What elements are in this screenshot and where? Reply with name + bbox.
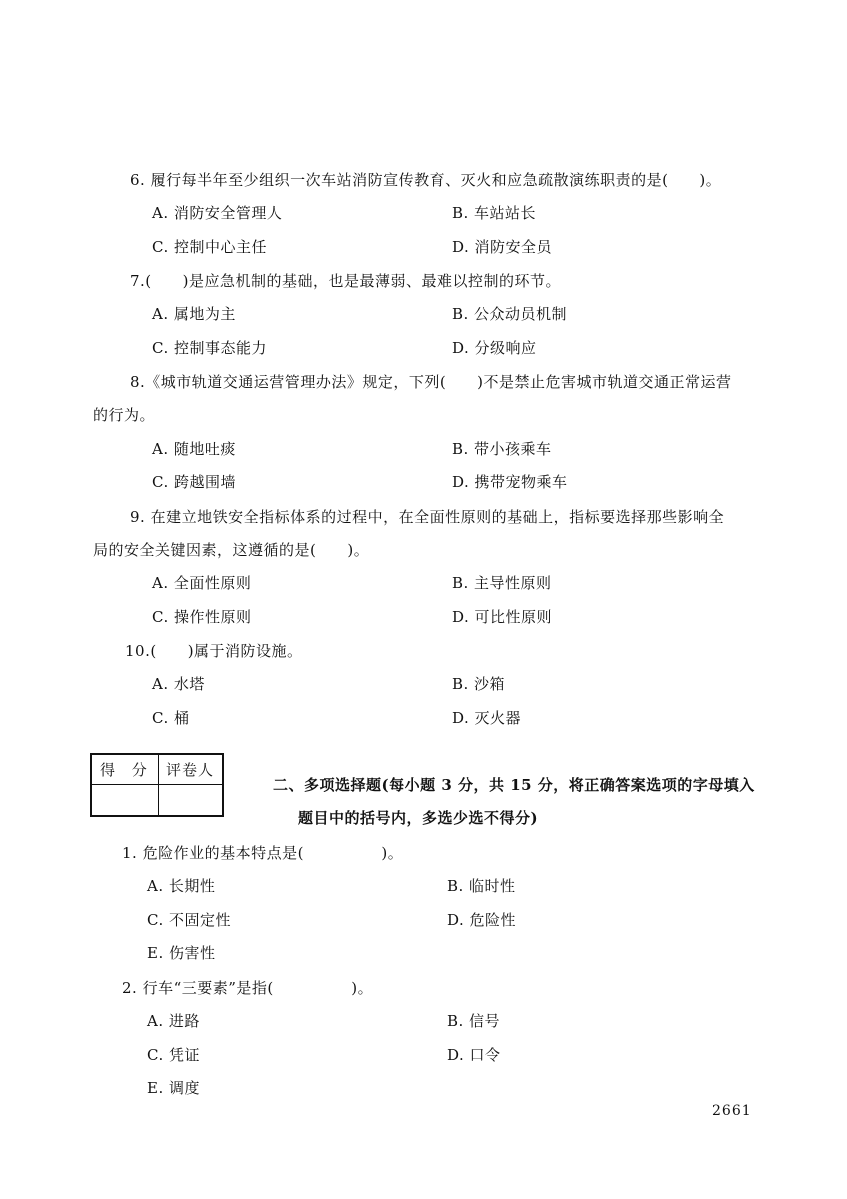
multi-option-1d: D. 危险性 [447,911,517,929]
multi-option-1e: E. 伤害性 [147,944,216,962]
section2-title-cont: 题目中的括号内，多选少选不得分) [298,809,539,827]
option-9b: B. 主导性原则 [452,574,552,592]
multi-option-2b: B. 信号 [447,1012,501,1030]
question-7: 7.( )是应急机制的基础，也是最薄弱、最难以控制的环节。 [130,272,562,290]
option-9a: A. 全面性原则 [152,574,252,592]
question-8-cont: 的行为。 [93,406,156,424]
option-7c: C. 控制事态能力 [152,339,267,357]
option-8a: A. 随地吐痰 [152,440,236,458]
option-7d: D. 分级响应 [452,339,537,357]
option-6a: A. 消防安全管理人 [152,204,283,222]
option-8d: D. 携带宠物乘车 [452,473,568,491]
multi-option-2e: E. 调度 [147,1079,200,1097]
question-8: 8.《城市轨道交通运营管理办法》规定，下列( )不是禁止危害城市轨道交通正常运营 [130,373,732,391]
question-10: 10.( )属于消防设施。 [125,642,303,660]
grader-label: 评卷人 [166,761,215,779]
option-10c: C. 桶 [152,709,190,727]
multi-option-1c: C. 不固定性 [147,911,231,929]
option-9c: C. 操作性原则 [152,608,252,626]
option-6c: C. 控制中心主任 [152,238,267,256]
option-8b: B. 带小孩乘车 [452,440,552,458]
multi-option-2c: C. 凭证 [147,1046,200,1064]
question-9: 9. 在建立地铁安全指标体系的过程中，在全面性原则的基础上，指标要选择那些影响全 [130,508,725,526]
section2-title: 二、多项选择题(每小题 3 分，共 15 分，将正确答案选项的字母填入 [273,776,755,794]
option-10b: B. 沙箱 [452,675,506,693]
score-label: 得 分 [100,761,153,779]
multi-question-1: 1. 危险作业的基本特点是( )。 [122,844,404,862]
question-6: 6. 履行每半年至少组织一次车站消防宣传教育、灭火和应急疏散演练职责的是( )。 [130,171,722,189]
multi-option-2d: D. 口令 [447,1046,501,1064]
table-divider [92,784,222,785]
option-10a: A. 水塔 [152,675,205,693]
option-6b: B. 车站站长 [452,204,537,222]
option-10d: D. 灭火器 [452,709,522,727]
option-6d: D. 消防安全员 [452,238,553,256]
option-9d: D. 可比性原则 [452,608,553,626]
score-table [90,753,224,817]
page-number: 2661 [712,1103,752,1119]
option-8c: C. 跨越围墙 [152,473,236,491]
multi-option-1b: B. 临时性 [447,877,516,895]
multi-question-2: 2. 行车“三要素”是指( )。 [122,979,374,997]
option-7b: B. 公众动员机制 [452,305,568,323]
option-7a: A. 属地为主 [152,305,236,323]
multi-option-1a: A. 长期性 [147,877,216,895]
table-divider [158,755,159,815]
multi-option-2a: A. 进路 [147,1012,200,1030]
question-9-cont: 局的安全关键因素，这遵循的是( )。 [93,541,370,559]
